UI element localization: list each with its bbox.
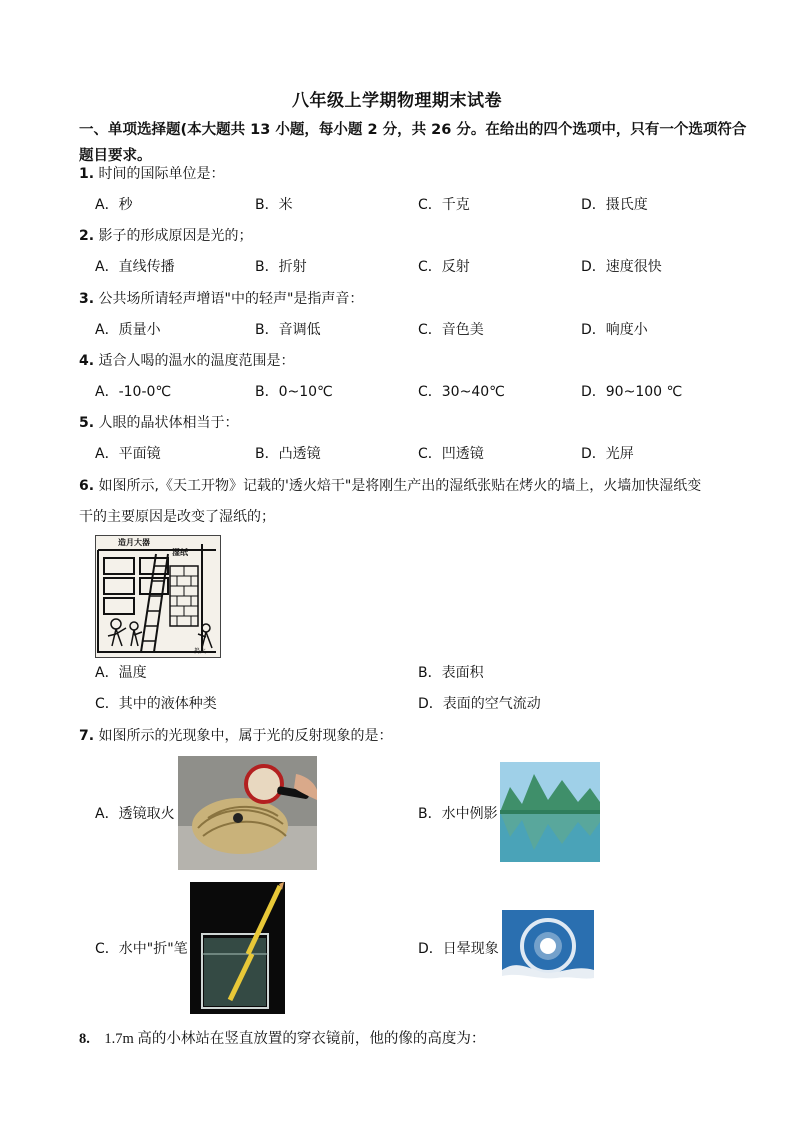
question-stem: 时间的国际单位是： [98, 166, 225, 182]
question-number: 8. [79, 1031, 90, 1047]
option-d: D．日晕现象 [418, 941, 499, 957]
question-6-line-2: 干的主要原因是改变了湿纸的； [79, 509, 275, 525]
question-2 [79, 226, 253, 246]
option-b: B．水中例影 [418, 806, 498, 822]
option-d: D．响度小 [581, 322, 648, 338]
figure-label: 搗火 [194, 648, 207, 655]
question-number: 7. [79, 728, 95, 744]
option-c: C．凹透镜 [418, 446, 484, 462]
option-b: B．凸透镜 [255, 446, 321, 462]
option-d: D．90~100 ℃ [581, 384, 683, 400]
question-5 [79, 413, 239, 433]
question-stem: 适合人喝的温水的温度范围是： [98, 353, 295, 369]
figure-label: 湿纸 [172, 548, 188, 557]
option-c: C．反射 [418, 259, 470, 275]
question-stem: 如图所示的光现象中，属于光的反射现象的是： [98, 728, 393, 744]
question-8 [79, 1029, 485, 1049]
question-number: 5. [79, 415, 95, 431]
option-a: A．-10-0℃ [95, 384, 172, 400]
section-heading: 一、单项选择题(本大题共 13 小题，每小题 2 分，共 26 分。在给出的四个选项中，只有一个选项符合题目要求。 [79, 122, 747, 164]
woodcut-figure [95, 535, 221, 658]
question-number: 2. [79, 228, 95, 244]
option-a: A．平面镜 [95, 446, 161, 462]
question-stem: 公共场所请轻声增语"中的轻声"是指声音： [98, 291, 364, 307]
sun-halo-image [502, 910, 594, 986]
option-b: B．0~10℃ [255, 384, 333, 400]
option-d: D．速度很快 [581, 259, 662, 275]
option-c: C．30~40℃ [418, 384, 505, 400]
option-d: D．表面的空气流动 [418, 696, 541, 712]
option-c: C．千克 [418, 197, 470, 213]
question-number: 3. [79, 291, 95, 307]
page-title: 八年级上学期物理期末试卷 [292, 91, 502, 111]
option-a: A．温度 [95, 665, 147, 681]
question-stem: 人眼的晶状体相当于： [98, 415, 239, 431]
question-number: 6. [79, 478, 95, 494]
option-a: A．直线传播 [95, 259, 175, 275]
option-c: C．音色美 [418, 322, 484, 338]
water-reflection-image [500, 762, 600, 862]
question-stem: 1.7m 高的小林站在竖直放置的穿衣镜前，他的像的高度为： [104, 1031, 486, 1047]
option-a: A．秒 [95, 197, 133, 213]
bent-pencil-image [190, 882, 285, 1014]
question-4 [79, 351, 295, 371]
question-6 [79, 476, 701, 496]
question-number: 1. [79, 166, 95, 182]
question-7 [79, 726, 393, 746]
question-number: 4. [79, 353, 95, 369]
option-a: A．透镜取火 [95, 806, 175, 822]
option-d: D．光屏 [581, 446, 634, 462]
figure-label: 造月大器 [118, 538, 150, 547]
option-b: B．音调低 [255, 322, 321, 338]
option-b: B．米 [255, 197, 293, 213]
question-1 [79, 164, 225, 184]
option-d: D．摄氏度 [581, 197, 648, 213]
option-c: C．其中的液体种类 [95, 696, 217, 712]
option-b: B．表面积 [418, 665, 484, 681]
lens-fire-image [178, 756, 317, 870]
question-3 [79, 289, 363, 309]
question-stem: 影子的形成原因是光的； [98, 228, 253, 244]
option-b: B．折射 [255, 259, 307, 275]
option-a: A．质量小 [95, 322, 161, 338]
question-stem: 如图所示,《天工开物》记载的'透火焙干"是将刚生产出的湿纸张贴在烤火的墙上，火墙加快湿纸变 [98, 478, 702, 494]
option-c: C．水中"折"笔 [95, 941, 188, 957]
